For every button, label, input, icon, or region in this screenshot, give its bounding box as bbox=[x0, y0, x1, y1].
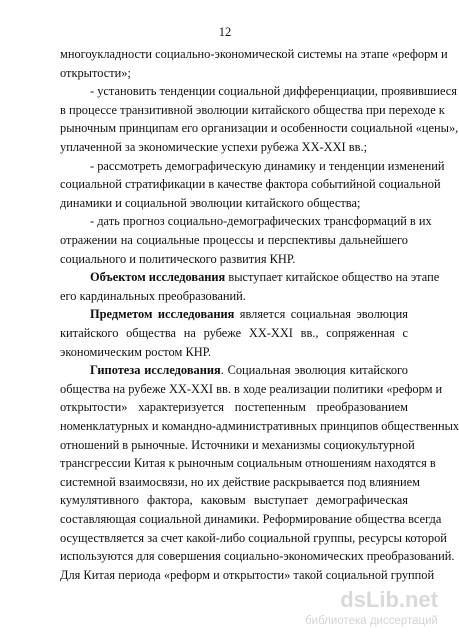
line-text: его кардинальных преобразований. bbox=[60, 288, 246, 303]
watermark bbox=[298, 588, 438, 632]
line-text: . Социальная эволюция китайского bbox=[220, 363, 408, 378]
text-line bbox=[60, 456, 436, 471]
text-line bbox=[60, 196, 408, 211]
text-line bbox=[90, 84, 457, 99]
text-line bbox=[60, 512, 442, 527]
line-text: осуществляется за счет какой-либо социальной группы, ресурсы которой bbox=[60, 530, 447, 545]
text-line bbox=[60, 381, 443, 397]
line-text: трансгрессии Китая к рыночным социальным отношениям находятся в bbox=[60, 456, 436, 471]
text-line bbox=[60, 66, 408, 81]
line-text: социального и политического развития КНР. bbox=[60, 251, 296, 266]
text-line bbox=[60, 326, 408, 341]
line-text: кумулятивного фактора, каковым выступает демографическая bbox=[60, 493, 408, 508]
text-line bbox=[90, 270, 440, 285]
line-text: в процессе транзитивной эволюции китайского общества при переходе к bbox=[60, 102, 445, 117]
line-text: выступает китайское общество на этапе bbox=[225, 270, 440, 285]
text-line bbox=[60, 530, 447, 546]
line-text: - установить тенденции социальной дифференциации, проявившиеся bbox=[90, 84, 457, 99]
watermark-logo: dsLib.net bbox=[340, 587, 438, 612]
text-line bbox=[60, 177, 441, 192]
line-text: Для Китая периода «реформ и открытости» такой социальной группой bbox=[60, 567, 435, 582]
text-line bbox=[60, 549, 455, 564]
text-line bbox=[60, 102, 445, 118]
line-text: уплаченной за экономические успехи рубежа XX-XXI вв.; bbox=[60, 140, 368, 154]
line-text: является социальная эволюция bbox=[234, 307, 408, 322]
text-line bbox=[60, 233, 408, 248]
line-text: китайского общества на рубеже XX-XXI вв., сопряженная с bbox=[60, 326, 408, 340]
line-text: динамики и социальной эволюции китайского общества; bbox=[60, 195, 361, 210]
line-text: составляющая социальной динамики. Реформирование общества всегда bbox=[60, 512, 442, 526]
text-line bbox=[60, 437, 415, 453]
bold-term: Предметом исследования bbox=[90, 307, 235, 322]
line-text: открытости» характеризуется постепенным преобразованием bbox=[60, 400, 408, 415]
text-line bbox=[60, 345, 408, 360]
text-line bbox=[60, 252, 408, 267]
page-number: 12 bbox=[218, 25, 232, 39]
line-text: отражении на социальные процессы и перспективы дальнейшего bbox=[60, 233, 408, 247]
text-line bbox=[90, 363, 408, 378]
text-line bbox=[60, 400, 408, 415]
line-text: используются для совершения социально-экономических преобразований. bbox=[60, 549, 455, 564]
text-line bbox=[60, 121, 459, 136]
line-text: - дать прогноз социально-демографических трансформаций в их bbox=[90, 214, 432, 229]
bold-term: Объектом исследования bbox=[90, 270, 226, 285]
watermark-subtitle: библиотека диссертаций bbox=[305, 615, 438, 627]
line-text: социальной стратификации в качестве фактора событийной социальной bbox=[60, 177, 441, 192]
text-line bbox=[90, 158, 445, 174]
line-text: системной взаимосвязи, но их действие раскрывается под влиянием bbox=[60, 474, 420, 489]
text-line bbox=[60, 474, 420, 490]
text-line bbox=[90, 307, 408, 322]
line-text: отношений в рыночные. Источники и механизмы социокультурной bbox=[60, 437, 415, 452]
line-text: - рассмотреть демографическую динамику и тенденции изменений bbox=[90, 158, 445, 173]
text-line bbox=[60, 493, 408, 508]
text-line bbox=[60, 140, 408, 155]
bold-term: Гипотеза исследования bbox=[90, 363, 221, 378]
text-line bbox=[90, 214, 432, 229]
text-line bbox=[60, 419, 459, 434]
line-text: рыночным принципам его организации и особенности социальной «цены», bbox=[60, 121, 459, 136]
text-line bbox=[60, 567, 435, 583]
line-text: многоукладности социально-экономической системы на этапе «реформ и bbox=[60, 47, 448, 61]
line-text: открытости»; bbox=[60, 65, 131, 80]
line-text: номенклатурных и командно-административных принципов общественных bbox=[60, 419, 459, 433]
text-line bbox=[60, 289, 408, 304]
text-line bbox=[60, 47, 448, 62]
line-text: экономическим ростом КНР. bbox=[60, 344, 212, 359]
line-text: общества на рубеже XX-XXI вв. в ходе реализации политики «реформ и bbox=[60, 381, 443, 396]
